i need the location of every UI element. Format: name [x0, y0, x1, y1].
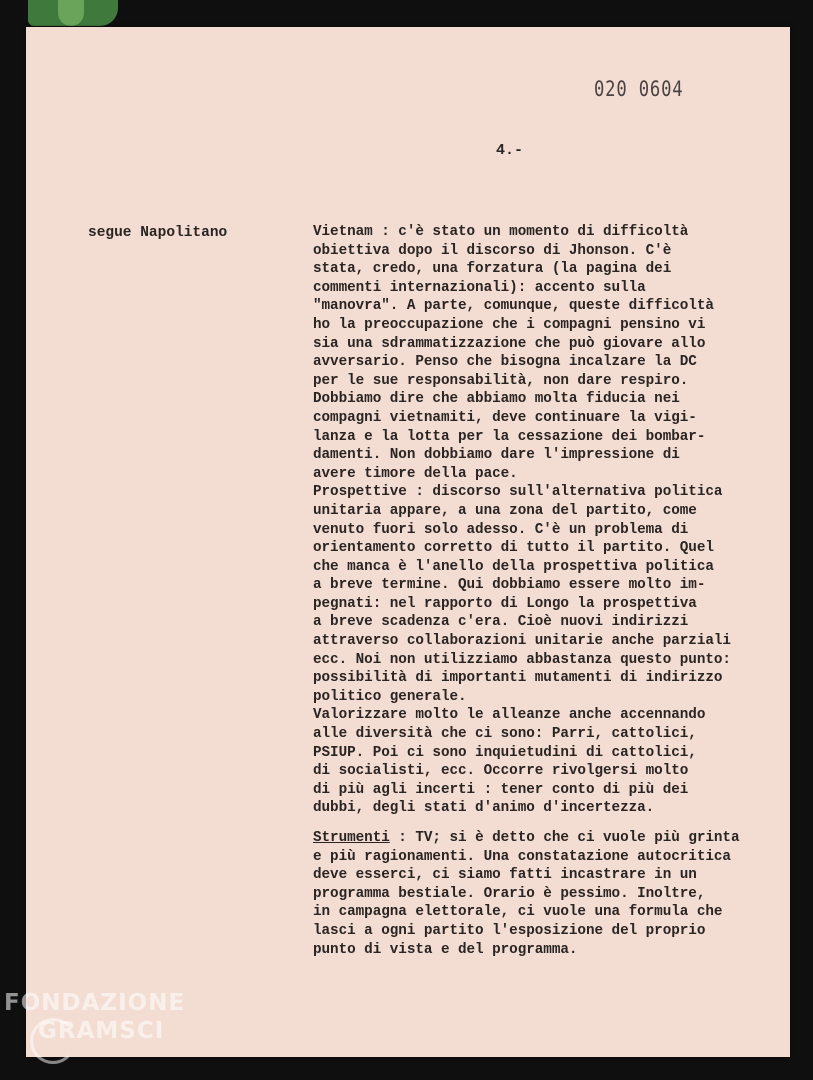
text-line: deve esserci, ci siamo fatti incastrare in un — [313, 867, 697, 884]
text-line: programma bestiale. Orario è pessimo. Inoltre, — [313, 885, 706, 902]
text-line: Vietnam : c'è stato un momento di difficoltà — [313, 224, 689, 240]
text-line: a breve termine. Qui dobbiamo essere molto im- — [313, 577, 706, 594]
text-line: di socialisti, ecc. Occorre rivolgersi molto — [313, 763, 689, 780]
text-line: alle diversità che ci sono: Parri, cattolici, — [313, 726, 697, 743]
text-line: pegnati: nel rapporto di Longo la prospettiva — [313, 595, 697, 612]
watermark-circle-icon — [30, 1018, 76, 1064]
text-line: politico generale. — [313, 688, 467, 705]
text-line: ho la preoccupazione che i compagni pensino vi — [313, 316, 706, 333]
text-line: unitaria appare, a una zona del partito, come — [313, 502, 697, 519]
text-line: lasci a ogni partito l'esposizione del proprio — [313, 922, 706, 939]
text-line: venuto fuori solo adesso. C'è un problema di — [313, 521, 689, 538]
text-line: obiettiva dopo il discorso di Jhonson. C'è — [313, 242, 672, 259]
watermark-line-1: FONDAZIONE — [4, 990, 186, 1016]
text-line: "manovra". A parte, comunque, queste difficoltà — [313, 298, 714, 315]
binder-tab-highlight — [58, 0, 84, 26]
text-line: sia una sdrammatizzazione che può giovare allo — [313, 335, 706, 352]
archive-stamp: 020 0604 — [594, 77, 684, 101]
text-line: di più agli incerti : tener conto di più dei — [313, 781, 689, 798]
text-line: compagni vietnamiti, deve continuare la vigi- — [313, 409, 697, 426]
document-page — [26, 27, 790, 1057]
text-line: avversario. Penso che bisogna incalzare la DC — [313, 354, 697, 371]
text-line: che manca è l'anello della prospettiva politica — [313, 558, 714, 575]
paragraph-2 — [313, 829, 785, 959]
text-line: Valorizzare molto le alleanze anche accennando — [313, 707, 706, 724]
text-line-rest: : TV; si è detto che ci vuole più grinta — [389, 830, 740, 846]
text-line: Dobbiamo dire che abbiamo molta fiducia nei — [313, 391, 680, 408]
text-line: a breve scadenza c'era. Cioè nuovi indirizzi — [313, 614, 689, 631]
watermark-line-2: GRAMSCI — [38, 1018, 165, 1044]
text-line: avere timore della pace. — [313, 465, 518, 482]
text-line: per le sue responsabilità, non dare respiro. — [313, 372, 689, 389]
text-line: damenti. Non dobbiamo dare l'impressione di — [313, 447, 680, 464]
text-line: commenti internazionali): accento sulla — [313, 279, 646, 296]
text-line: attraverso collaborazioni unitarie anche parziali — [313, 633, 731, 650]
text-line: e più ragionamenti. Una constatazione autocritica — [313, 848, 731, 865]
speaker-label: segue Napolitano — [88, 225, 228, 241]
document-body — [313, 223, 785, 959]
text-line: punto di vista e del programma. — [313, 941, 578, 958]
text-line: possibilità di importanti mutamenti di indirizzo — [313, 670, 723, 687]
paragraph-1 — [313, 223, 785, 818]
text-line: orientamento corretto di tutto il partito. Quel — [313, 540, 714, 557]
text-line: ecc. Noi non utilizziamo abbastanza questo punto: — [313, 651, 731, 668]
page-number: 4.- — [496, 142, 524, 159]
text-line: Prospettive : discorso sull'alternativa politica — [313, 484, 723, 501]
text-line: dubbi, degli stati d'animo d'incertezza. — [313, 800, 655, 817]
text-line: in campagna elettorale, ci vuole una formula che — [313, 904, 723, 921]
text-line: lanza e la lotta per la cessazione dei bombar- — [313, 428, 706, 445]
text-line: PSIUP. Poi ci sono inquietudini di cattolici, — [313, 744, 697, 761]
text-line: stata, credo, una forzatura (la pagina dei — [313, 261, 672, 278]
section-heading-strumenti: Strumenti — [313, 830, 390, 846]
text-line — [313, 829, 785, 848]
